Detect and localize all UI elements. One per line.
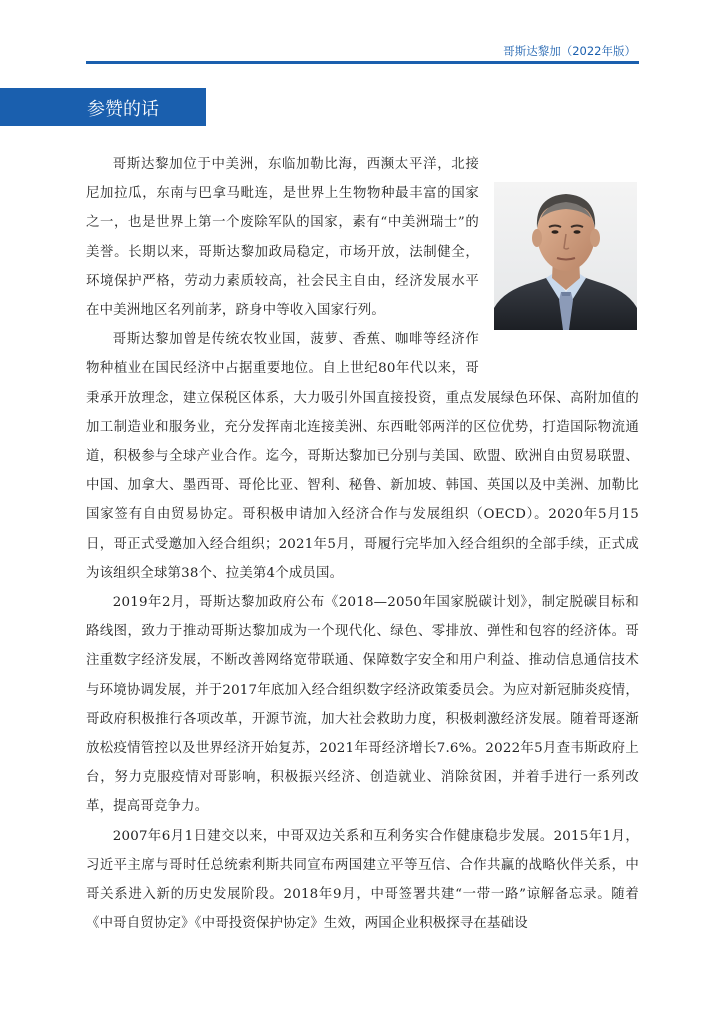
body-text [86, 150, 639, 938]
running-header: 哥斯达黎加（2022年版） [503, 44, 636, 58]
section-title: 参赞的话 [87, 99, 159, 120]
photo-wrap-spacer [479, 180, 639, 358]
section-title-bar [0, 88, 206, 126]
paragraph: 2019年2月，哥斯达黎加政府公布《2018—2050年国家脱碳计划》，制定脱碳目标和路线图，致力于推动哥斯达黎加成为一个现代化、绿色、零排放、弹性和包容的经济体。哥注重数字经济发展，不断改善网络宽带联通、保障数字安全和用户利益、推动信息通信技术与环境协调发展，并于2017年底加入经合组织数字经济政策委员会。为应对新冠肺炎疫情，哥政府积极推行各项改革，开源节流，加大社会救助力度，积极刺激经济发展。随着哥逐渐放松疫情管控以及世界经济开始复苏，2021年哥经济增长7.6%。2022年5月查韦斯政府上台，努力克服疫情对哥影响，积极振兴经济、创造就业、消除贫困，并着手进行一系列改革，提高哥竞争力。 [86, 595, 639, 815]
paragraph: 哥斯达黎加曾是传统农牧业国，菠萝、香蕉、咖啡等经济作物种植业在国民经济中占据重要地位。自上世纪80年代以来，哥秉承开放理念，建立保税区体系，大力吸引外国直接投资，重点发展绿色环保、高附加值的加工制造业和服务业，充分发挥南北连接美洲、东西毗邻两洋的区位优势，打造国际物流通道，积极参与全球产业合作。迄今，哥斯达黎加已分别与美国、欧盟、欧洲自由贸易联盟、中国、加拿大、墨西哥、哥伦比亚、智利、秘鲁、新加坡、韩国、英国以及中美洲、加勒比国家签有自由贸易协定。哥积极申请加入经济合作与发展组织（OECD）。2020年5月15日，哥正式受邀加入经合组织；2021年5月，哥履行完毕加入经合组织的全部手续，正式成为该组织全球第38个、拉美第4个成员国。 [86, 332, 639, 581]
header-rule [86, 61, 639, 64]
paragraph: 哥斯达黎加位于中美洲，东临加勒比海，西濒太平洋，北接尼加拉瓜，东南与巴拿马毗连，是世界上生物物种最丰富的国家之一，也是世界上第一个废除军队的国家，素有“中美洲瑞士”的美誉。长期以来，哥斯达黎加政局稳定，市场开放，法制健全，环境保护严格，劳动力素质较高，社会民主自由，经济发展水平在中美洲地区名列前茅，跻身中等收入国家行列。 [86, 157, 479, 319]
paragraph: 2007年6月1日建交以来，中哥双边关系和互利务实合作健康稳步发展。2015年1月，习近平主席与哥时任总统索利斯共同宣布两国建立平等互信、合作共赢的战略伙伴关系，中哥关系进入新的历史发展阶段。2018年9月，中哥签署共建“一带一路”谅解备忘录。随着《中哥自贸协定》《中哥投资保护协定》生效，两国企业积极探寻在基础设 [86, 828, 639, 932]
